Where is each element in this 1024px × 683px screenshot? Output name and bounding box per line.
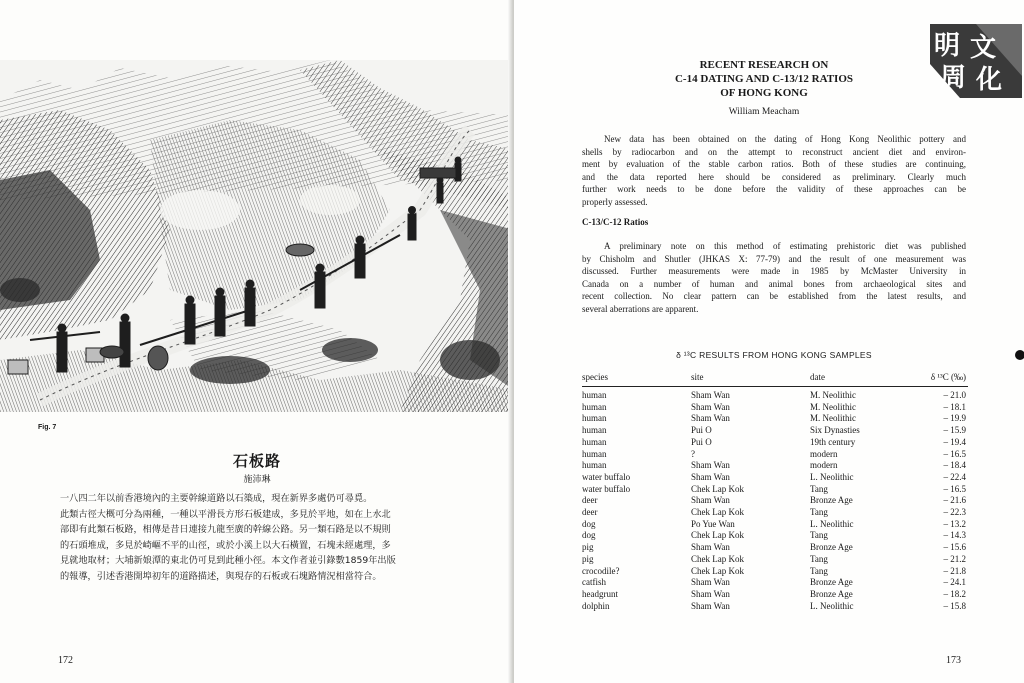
cell-value: – 22.3 xyxy=(943,507,966,518)
cell-site: Sham Wan xyxy=(691,390,730,400)
cell-site: Chek Lap Kok xyxy=(691,483,744,494)
cell-value: – 19.9 xyxy=(943,413,966,424)
cell-date: Six Dynasties xyxy=(810,425,860,436)
cell-site: Sham Wan xyxy=(691,542,730,553)
logo-char: 明 xyxy=(934,31,961,61)
cell-species: crocodile? xyxy=(582,565,620,576)
cell-site: Sham Wan xyxy=(691,600,730,611)
header-date: date xyxy=(810,370,912,387)
logo-char: 周 xyxy=(940,63,967,93)
cell-date: modern xyxy=(810,460,838,471)
ming-pao-weekly-logo xyxy=(930,24,1022,98)
intro-line: properly assessed. xyxy=(582,196,648,207)
results-body xyxy=(582,387,968,613)
page-edge-dot xyxy=(1015,350,1024,360)
table-row xyxy=(582,425,968,437)
cell-species: deer xyxy=(582,507,598,518)
cell-date: Tang xyxy=(810,530,828,541)
section-line: recent collection. No clear pattern can be established from the latest results, and xyxy=(582,291,966,301)
cell-date: M. Neolithic xyxy=(810,390,856,400)
chinese-body-line: 一八四二年以前香港境內的主要幹線道路以石築成，現在新界多處仍可尋覓。 xyxy=(60,493,373,504)
section-line: Canada on a number of human and animal bones from archaeological sites and xyxy=(582,278,966,289)
header-species: species xyxy=(582,370,691,387)
intro-line: and the data reported here should be considered as preliminary. Clearly much xyxy=(582,171,966,182)
mountain-path-engraving xyxy=(0,60,514,412)
section-line: discussed. Further measurements were made in 1985 by McMaster University in xyxy=(582,266,966,276)
cell-value: – 16.5 xyxy=(943,483,966,494)
cell-species: human xyxy=(582,436,607,447)
page-number-left: 172 xyxy=(58,655,73,666)
cell-species: pig xyxy=(582,553,594,564)
logo-char: 文 xyxy=(970,33,997,63)
cell-species: water buffalo xyxy=(582,483,631,494)
cell-species: dog xyxy=(582,518,596,529)
cell-date: Tang xyxy=(810,483,828,494)
chinese-body-line: 的報導，引述香港開埠初年的道路描述，與現存的石板或石塊路情況相當符合。 xyxy=(60,570,382,582)
table-header-row xyxy=(582,370,968,387)
cell-site: Sham Wan xyxy=(691,401,730,412)
chinese-body xyxy=(60,491,456,584)
section-line: A preliminary note on this method of estimating prehistoric diet was published xyxy=(604,241,966,251)
cell-value: – 15.6 xyxy=(943,542,966,553)
intro-line: New data has been obtained on the dating of Hong Kong Neolithic pottery and xyxy=(604,134,966,144)
cell-date: Tang xyxy=(810,565,828,576)
cell-date: modern xyxy=(810,448,838,459)
cell-value: – 15.9 xyxy=(943,425,966,436)
table-row xyxy=(582,495,968,507)
cell-value: – 24.1 xyxy=(943,577,966,588)
results-table xyxy=(582,370,968,612)
cell-species: water buffalo xyxy=(582,471,631,482)
cell-species: human xyxy=(582,413,607,424)
cell-value: – 22.4 xyxy=(943,471,966,482)
table-row xyxy=(582,484,968,496)
cell-species: human xyxy=(582,401,607,412)
engraving-illustration xyxy=(0,60,514,412)
cell-site: Sham Wan xyxy=(691,460,730,471)
cell-site: Pui O xyxy=(691,436,712,447)
cell-date: Bronze Age xyxy=(810,588,853,599)
cell-date: 19th century xyxy=(810,436,856,447)
intro-line: shells by radiocarbon and on the attempt to reconstruct ancient diet and environ- xyxy=(582,146,966,157)
cell-species: dolphin xyxy=(582,600,610,611)
cell-date: Bronze Age xyxy=(810,495,853,506)
cell-site: Po Yue Wan xyxy=(691,518,735,529)
title-line: OF HONG KONG xyxy=(720,87,808,99)
chinese-body-line: 見就地取材；大埔新娘潭的東北仍可見到此種小徑。本文作者並引錄數1859年出版 xyxy=(60,555,396,566)
cell-date: Tang xyxy=(810,507,828,518)
cell-date: L. Neolithic xyxy=(810,471,854,482)
cell-site: Chek Lap Kok xyxy=(691,553,744,564)
cell-site: Chek Lap Kok xyxy=(691,507,744,518)
cell-site: Pui O xyxy=(691,425,712,436)
table-row xyxy=(582,472,968,484)
cell-value: – 13.2 xyxy=(943,518,966,529)
cell-site: Sham Wan xyxy=(691,471,730,482)
table-row xyxy=(582,530,968,542)
table-row xyxy=(582,402,968,414)
page-number-right: 173 xyxy=(946,655,961,666)
cell-value: – 21.8 xyxy=(943,565,966,576)
cell-species: dog xyxy=(582,530,596,541)
intro-line: further work needs to be done before the validity of these approaches can be xyxy=(582,184,966,194)
table-row xyxy=(582,387,968,402)
cell-species: pig xyxy=(582,542,594,553)
cell-species: human xyxy=(582,460,607,471)
right-page xyxy=(514,0,1024,683)
table-row xyxy=(582,554,968,566)
figure-label: Fig. 7 xyxy=(38,424,57,431)
cell-value: – 18.1 xyxy=(943,401,966,412)
cell-species: headgrunt xyxy=(582,588,618,599)
table-row xyxy=(582,437,968,449)
table-row xyxy=(582,601,968,613)
cell-value: – 15.8 xyxy=(943,600,966,611)
cell-species: deer xyxy=(582,495,598,506)
cell-site: ? xyxy=(691,448,695,459)
cell-species: human xyxy=(582,390,607,400)
cell-value: – 14.3 xyxy=(943,530,966,541)
cell-date: Bronze Age xyxy=(810,577,853,588)
cell-value: – 19.4 xyxy=(943,436,966,447)
cell-site: Sham Wan xyxy=(691,413,730,424)
table-row xyxy=(582,519,968,531)
cell-species: human xyxy=(582,425,607,436)
cell-date: M. Neolithic xyxy=(810,413,856,424)
cell-site: Chek Lap Kok xyxy=(691,530,744,541)
table-row xyxy=(582,589,968,601)
section-line: by Chisholm and Shutler (JHKAS X: 77-79) and the result of one measurement was xyxy=(582,253,966,264)
cell-site: Sham Wan xyxy=(691,495,730,506)
section-line: several aberrations are apparent. xyxy=(582,303,699,314)
table-row xyxy=(582,577,968,589)
cell-value: – 21.2 xyxy=(943,553,966,564)
chinese-author: 施沛琳 xyxy=(243,475,271,485)
section-heading: C-13/C-12 Ratios xyxy=(582,217,649,227)
cell-value: – 16.5 xyxy=(943,448,966,459)
cell-species: human xyxy=(582,448,607,459)
header-site: site xyxy=(691,370,810,387)
table-row xyxy=(582,566,968,578)
chinese-body-line: 此類古徑大概可分為兩種，一種以平滑長方形石板建成，多見於平地，如在上水北 xyxy=(60,508,391,520)
cell-value: – 21.6 xyxy=(943,495,966,506)
title-line: C-14 DATING AND C-13/12 RATIOS xyxy=(674,73,854,85)
cell-value: – 18.2 xyxy=(943,588,966,599)
table-title: δ ¹³C RESULTS FROM HONG KONG SAMPLES xyxy=(676,350,872,360)
cell-date: Tang xyxy=(810,553,828,564)
table-row xyxy=(582,449,968,461)
chinese-body-line: 部即有此類石板路，相傳是昔日連接九龍至廣的幹線公路。另一類石路是以不規則 xyxy=(60,524,391,535)
chinese-title: 石板路 xyxy=(232,452,281,470)
header-value: δ ¹³C (‰) xyxy=(912,370,968,387)
table-row xyxy=(582,460,968,472)
cell-site: Chek Lap Kok xyxy=(691,565,744,576)
cell-date: M. Neolithic xyxy=(810,401,856,412)
intro-line: ment by evaluation of the stable carbon ratios. Both of these studies are continuing, xyxy=(582,159,966,169)
article-author: William Meacham xyxy=(728,107,800,117)
cell-species: catfish xyxy=(582,577,606,588)
article-title xyxy=(614,58,914,100)
cell-date: Bronze Age xyxy=(810,542,853,553)
cell-value: – 18.4 xyxy=(943,460,966,471)
table-row xyxy=(582,507,968,519)
table-row xyxy=(582,413,968,425)
chinese-body-line: 的石頭堆成，多見於崎嶇不平的山徑，或於小溪上以大石橫置，石塊未經處理，多 xyxy=(60,539,391,551)
section-paragraph xyxy=(582,240,966,315)
cell-value: – 21.0 xyxy=(943,390,966,400)
cell-site: Sham Wan xyxy=(691,588,730,599)
cell-date: L. Neolithic xyxy=(810,518,854,529)
logo-char: 化 xyxy=(976,65,1003,95)
cell-date: L. Neolithic xyxy=(810,600,854,611)
title-line: RECENT RESEARCH ON xyxy=(699,59,829,71)
intro-paragraph xyxy=(582,133,966,208)
cell-site: Sham Wan xyxy=(691,577,730,588)
table-row xyxy=(582,542,968,554)
